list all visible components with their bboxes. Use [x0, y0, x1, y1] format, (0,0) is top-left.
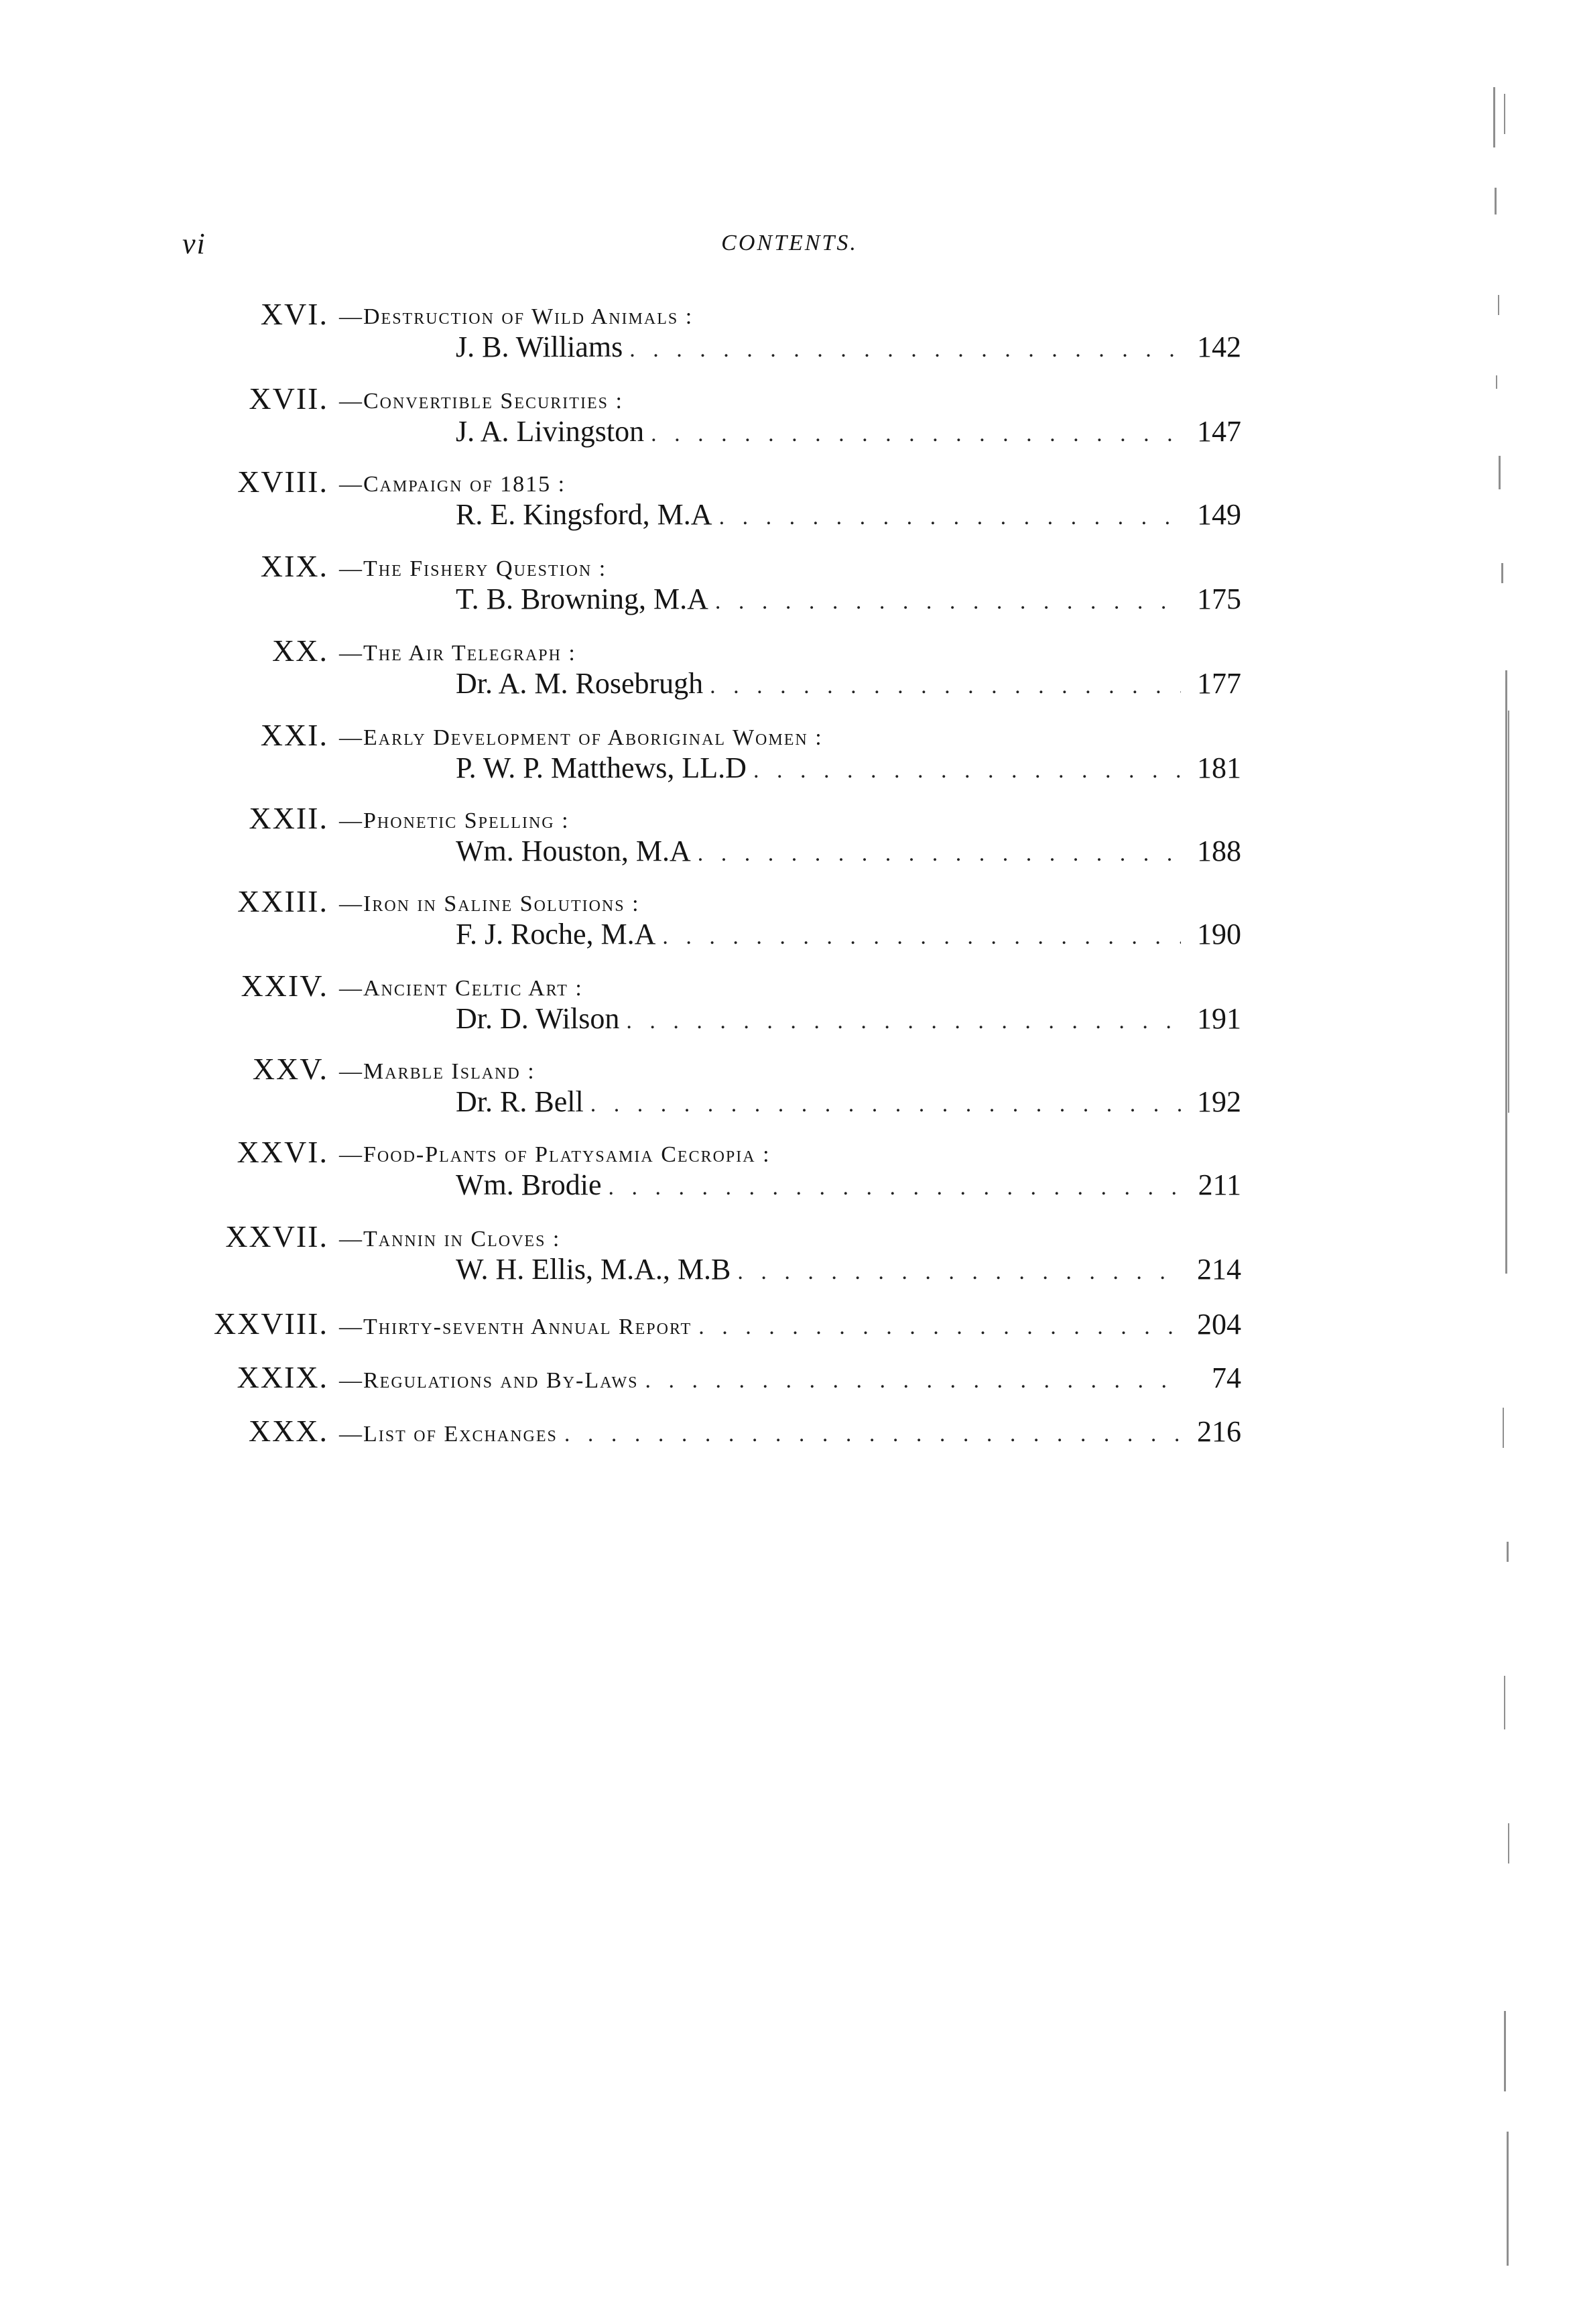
entry-numeral: XXX. [248, 1414, 328, 1448]
entry-numeral: XXIV. [241, 969, 328, 1003]
entry-author-row [456, 1087, 1241, 1117]
entry-author: F. J. Roche, M.A [456, 918, 656, 951]
entry-page: 192 [1197, 1085, 1241, 1118]
entry-page: 177 [1197, 667, 1241, 700]
dot-leader [719, 506, 1181, 529]
entry-numeral: XVII. [249, 381, 328, 416]
entry-title: —Campaign of 1815 : [339, 472, 566, 497]
entry-author-row [456, 500, 1241, 530]
entry-author: Wm. Brodie [456, 1168, 602, 1201]
scan-edge-noise [1434, 67, 1521, 2306]
entry-numeral: XXII. [249, 801, 328, 835]
toc-entry-single [182, 1308, 1241, 1339]
entry-author: J. A. Livingston [456, 415, 645, 448]
entry-author: W. H. Ellis, M.A., M.B [456, 1253, 731, 1286]
entry-title: —Convertible Securities : [339, 389, 623, 414]
entry-numeral: XXVII. [225, 1219, 328, 1253]
entry-title: —Tannin in Cloves : [339, 1227, 561, 1251]
toc-entry-single [182, 1362, 1241, 1393]
entry-title: —Food-Plants of Platysamia Cecropia : [339, 1142, 771, 1167]
entry-author: R. E. Kingsford, M.A [456, 498, 712, 531]
entry-author-row [456, 1004, 1241, 1034]
entry-page: 216 [1197, 1415, 1241, 1448]
entry-author-row [456, 920, 1241, 949]
entry-page: 142 [1197, 330, 1241, 363]
entry-page: 181 [1197, 751, 1241, 784]
entry-title: —Regulations and By-Laws [339, 1368, 639, 1393]
entry-page: 74 [1212, 1361, 1241, 1394]
entry-author-row [456, 417, 1241, 446]
entry-author: Wm. Houston, M.A [456, 835, 691, 867]
entry-author-row [456, 585, 1241, 614]
entry-page: 204 [1197, 1308, 1241, 1341]
entry-page: 149 [1197, 498, 1241, 531]
dot-leader [710, 675, 1181, 698]
entry-title: —Marble Island : [339, 1059, 535, 1084]
dot-leader [609, 1176, 1181, 1199]
entry-numeral: XVIII. [237, 465, 328, 499]
entry-author: Dr. R. Bell [456, 1085, 584, 1118]
entry-page: 147 [1197, 415, 1241, 448]
dot-leader [698, 843, 1181, 865]
dot-leader [645, 1369, 1181, 1392]
entry-numeral: XXIX. [237, 1360, 328, 1394]
entry-title: —Iron in Saline Solutions : [339, 892, 640, 916]
entry-title: —Early Development of Aboriginal Women : [339, 725, 823, 750]
entry-numeral: XIX. [260, 549, 328, 583]
entry-page: 175 [1197, 583, 1241, 615]
dot-leader [564, 1423, 1181, 1446]
dot-leader [629, 339, 1181, 361]
entry-author-row [456, 753, 1241, 783]
entry-title: —List of Exchanges [339, 1422, 558, 1447]
dot-leader [753, 759, 1181, 782]
entry-numeral: XXIII. [237, 884, 328, 918]
entry-author-row [456, 837, 1241, 866]
entry-title: —Phonetic Spelling : [339, 808, 570, 833]
entry-numeral: XVI. [260, 297, 328, 331]
dot-leader [590, 1093, 1181, 1116]
entry-page: 188 [1197, 835, 1241, 867]
dot-leader [715, 591, 1181, 613]
entry-numeral: XXV. [252, 1052, 328, 1086]
entry-author: Dr. D. Wilson [456, 1002, 620, 1035]
entry-author: P. W. P. Matthews, LL.D [456, 751, 747, 784]
entry-author: T. B. Browning, M.A [456, 583, 708, 615]
entry-author: Dr. A. M. Rosebrugh [456, 667, 704, 700]
running-head: CONTENTS. [721, 231, 858, 255]
entry-page: 190 [1197, 918, 1241, 951]
entry-author: J. B. Williams [456, 330, 623, 363]
dot-leader [737, 1261, 1181, 1284]
entry-author-row [456, 332, 1241, 362]
entry-author-row [456, 1170, 1241, 1200]
entry-title: —Destruction of Wild Animals : [339, 304, 694, 329]
entry-title: —Ancient Celtic Art : [339, 976, 583, 1001]
entry-numeral: XXI. [260, 718, 328, 752]
entry-author-row [456, 1255, 1241, 1284]
entry-page: 191 [1197, 1002, 1241, 1035]
dot-leader [651, 423, 1181, 446]
dot-leader [662, 926, 1181, 949]
entry-page: 214 [1197, 1253, 1241, 1286]
entry-page: 211 [1198, 1168, 1241, 1201]
dot-leader [626, 1010, 1181, 1033]
entry-title: —Thirty-seventh Annual Report [339, 1314, 692, 1339]
entry-title: —The Air Telegraph : [339, 641, 576, 666]
entry-numeral: XXVI. [237, 1135, 328, 1169]
entry-title: —The Fishery Question : [339, 556, 607, 581]
entry-numeral: XX. [272, 633, 328, 668]
entry-author-row [456, 669, 1241, 698]
dot-leader [698, 1316, 1181, 1339]
entry-numeral: XXVIII. [213, 1306, 328, 1341]
toc-entry-single [182, 1416, 1241, 1447]
page-number: vi [182, 227, 206, 260]
